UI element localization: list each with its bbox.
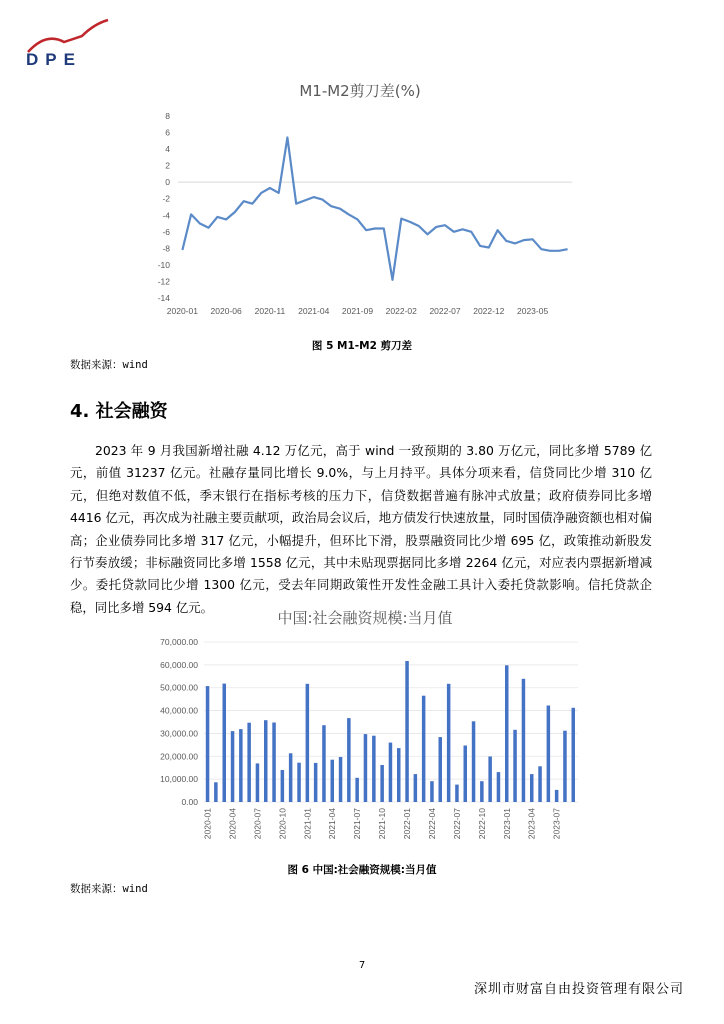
footer-company: 深圳市财富自由投资管理有限公司: [473, 982, 684, 997]
bar: [414, 774, 418, 802]
bar: [322, 725, 326, 802]
x-tick-label: 2021-04: [298, 306, 330, 316]
y-tick-label: -14: [157, 293, 170, 303]
y-tick-label: -10: [157, 259, 170, 270]
bar: [256, 763, 260, 802]
bar: [472, 721, 476, 802]
x-tick-label: 2022-04: [426, 808, 437, 840]
bar: [306, 684, 310, 802]
bar: [455, 785, 459, 802]
x-tick-label: 2022-01: [402, 808, 413, 840]
bar: [488, 757, 492, 803]
x-tick-label: 2021-07: [352, 808, 363, 840]
bar: [480, 781, 484, 802]
x-tick-label: 2020-01: [202, 808, 213, 840]
bar: [372, 736, 376, 802]
bar: [264, 720, 268, 802]
bar: [239, 729, 243, 802]
logo-text: DPE: [26, 50, 82, 69]
y-tick-label: 6: [165, 127, 170, 138]
y-tick-label: -12: [157, 276, 170, 287]
bar: [289, 753, 293, 802]
x-tick-label: 2021-01: [302, 808, 313, 840]
chart-title: 中国:社会融资规模:当月值: [277, 609, 453, 627]
bar: [214, 782, 218, 802]
data-source: 数据来源：wind: [70, 883, 148, 895]
x-tick-label: 2020-07: [252, 808, 263, 840]
y-tick-label: 50,000.00: [160, 682, 198, 693]
bar: [547, 706, 551, 803]
x-tick-label: 2021-10: [377, 808, 388, 840]
y-tick-label: 4: [165, 144, 170, 155]
bar: [464, 746, 468, 803]
bar: [231, 731, 235, 802]
x-tick-label: 2020-11: [254, 306, 286, 316]
bar: [297, 763, 301, 802]
bar: [223, 684, 227, 802]
bar: [206, 686, 210, 802]
bar: [389, 743, 393, 802]
x-tick-label: 2020-04: [227, 808, 238, 840]
chart-title: M1-M2剪刀差(%): [299, 82, 421, 100]
bar: [555, 790, 559, 802]
social-financing-bar-chart: [140, 605, 590, 855]
y-tick-label: 2: [165, 160, 170, 171]
bar: [339, 757, 343, 802]
bar: [522, 679, 526, 802]
x-tick-label: 2020-10: [277, 808, 288, 840]
x-tick-label: 2022-12: [473, 306, 505, 316]
y-tick-label: 10,000.00: [160, 774, 198, 785]
x-tick-label: 2020-06: [210, 306, 242, 316]
x-tick-label: 2020-01: [166, 306, 198, 316]
bar: [397, 748, 401, 802]
y-tick-label: -2: [162, 193, 170, 204]
x-tick-label: 2022-07: [451, 808, 462, 840]
bar: [430, 781, 434, 802]
logo-swoosh-icon: [28, 20, 108, 52]
bar: [380, 765, 384, 802]
y-tick-label: -8: [162, 243, 170, 254]
section-paragraph: 2023 年 9 月我国新增社融 4.12 万亿元，高于 wind 一致预期的 3.80 万亿元，同比多增 5789 亿元，前值 31237 亿元。社融存量同比增长 9.0%，与上月持平。具体分项来看，信贷同比少增 310 亿元，但绝对数值不低，季末银行在指标考核的压力下，信贷数据普遍有脉冲式放量；政府债券同比多增 4416 亿元，再次成为社融主要贡献项，政治局会议后，地方债发行快速放量，同时国债净融资额也相对偏高；企业债券同比多增 317 亿元，小幅提升，但环比下滑，股票融资同比少增 695 亿，政策推动新股发行节奏放缓；非标融资同比多增 1558 亿元，其中未贴现票据同比多增 2264 亿元，对应表内票据新增减少。委托贷款同比少增 1300 亿元，受去年同期政策性开发性金融工具计入委托贷款影响。信托贷款企稳，同比多增 594 亿元。: [70, 443, 652, 615]
bar: [247, 723, 251, 802]
x-tick-label: 2021-09: [341, 306, 374, 316]
bar: [497, 772, 501, 802]
bar: [405, 661, 409, 802]
m1-m2-line-chart: [140, 76, 580, 326]
bar: [439, 737, 443, 802]
bar: [422, 696, 426, 802]
x-tick-label: 2022-10: [476, 808, 487, 840]
bar: [563, 731, 567, 802]
bar: [447, 684, 451, 802]
y-tick-label: 60,000.00: [160, 659, 198, 670]
x-tick-label: 2021-04: [327, 808, 338, 840]
bar: [572, 708, 576, 802]
x-tick-label: 2023-05: [516, 306, 549, 316]
bar: [331, 760, 335, 802]
y-tick-label: 30,000.00: [160, 728, 198, 739]
bar: [272, 723, 276, 803]
x-tick-label: 2023-04: [526, 808, 537, 840]
x-tick-label: 2022-07: [429, 306, 461, 316]
figure-caption: 图 5 M1-M2 剪刀差: [311, 340, 413, 352]
bar: [364, 734, 368, 802]
page-number: 7: [358, 960, 366, 971]
y-tick-label: 8: [165, 111, 170, 121]
bar: [347, 718, 351, 802]
series-line: [182, 138, 567, 280]
bar: [513, 730, 517, 802]
bar: [538, 766, 542, 802]
x-tick-label: 2023-07: [551, 808, 562, 840]
bar: [530, 774, 534, 802]
x-tick-label: 2022-02: [385, 306, 417, 316]
bar: [314, 763, 318, 802]
figure-caption: 图 6 中国:社会融资规模:当月值: [287, 864, 437, 876]
y-tick-label: -6: [162, 226, 170, 237]
y-tick-label: 20,000.00: [160, 751, 198, 762]
y-tick-label: 0.00: [181, 797, 198, 807]
y-tick-label: 40,000.00: [160, 705, 198, 716]
bar: [355, 778, 359, 802]
bar: [281, 770, 285, 802]
y-tick-label: 0: [165, 177, 170, 188]
section-heading: 4. 社会融资: [70, 401, 168, 422]
data-source: 数据来源：wind: [70, 359, 148, 371]
bar: [505, 665, 509, 802]
y-tick-label: 70,000.00: [160, 637, 198, 647]
y-tick-label: -4: [162, 210, 170, 221]
x-tick-label: 2023-01: [501, 808, 512, 840]
